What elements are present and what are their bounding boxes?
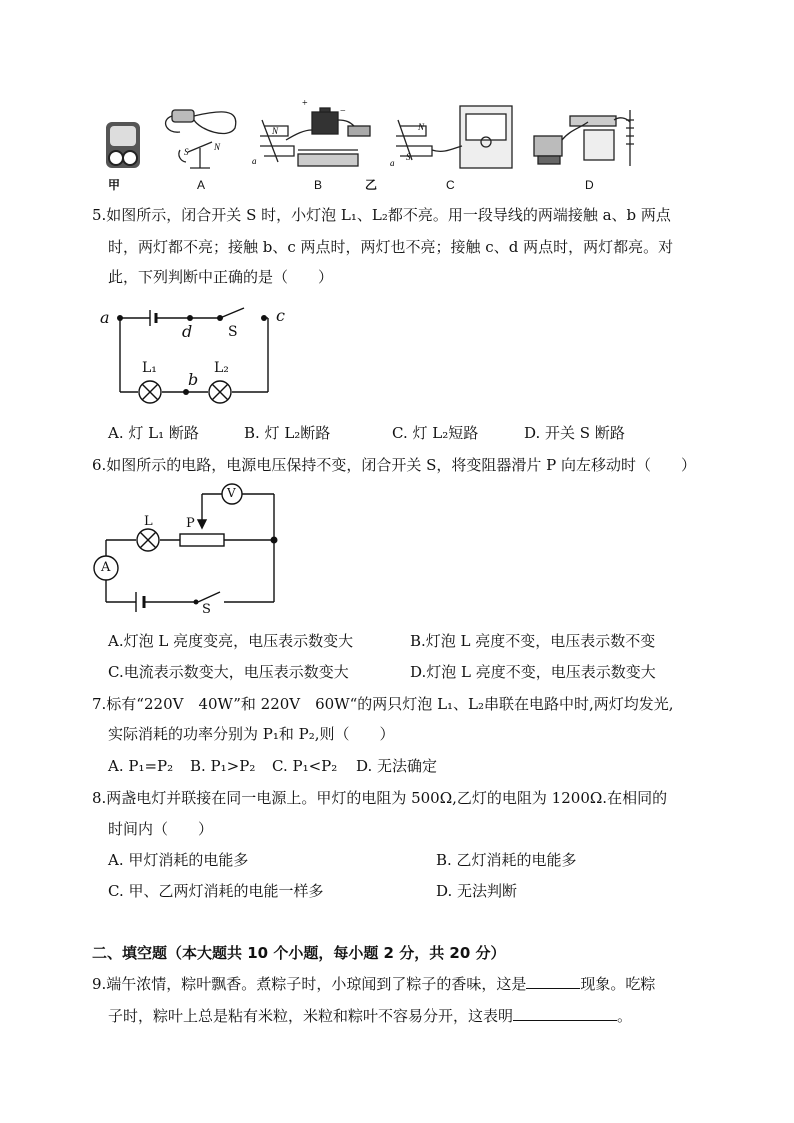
device-c (396, 106, 512, 168)
q6-option-a[interactable]: A.灯泡 L 亮度变亮，电压表示数变大 (108, 632, 354, 650)
q6-label-v: V (227, 486, 236, 500)
svg-text:−: − (340, 106, 346, 117)
label-d: D (585, 178, 594, 192)
section-2-heading: 二、填空题（本大题共 10 个小题，每小题 2 分，共 20 分） (92, 944, 506, 962)
q8-line-1: 8.两盏电灯并联接在同一电源上。甲灯的电阻为 500Ω,乙灯的电阻为 1200Ω.在相同的 (92, 789, 668, 807)
label-yi: 乙 (365, 178, 378, 192)
q8-option-c[interactable]: C. 甲、乙两灯消耗的电能一样多 (108, 882, 324, 900)
q8-option-a[interactable]: A. 甲灯消耗的电能多 (108, 851, 249, 869)
q9-line-1-text-b: 现象。吃粽 (580, 975, 656, 993)
label-jia: 甲 (108, 178, 121, 192)
q6-label-p: P (186, 516, 195, 531)
svg-text:N: N (272, 126, 279, 136)
label-a: A (197, 178, 206, 192)
q7-option-d[interactable]: D. 无法确定 (356, 757, 438, 775)
q5-label-d: d (182, 322, 193, 341)
q5-option-d[interactable]: D. 开关 S 断路 (524, 424, 625, 442)
svg-text:N: N (214, 142, 221, 152)
q7-option-c[interactable]: C. P₁<P₂ (272, 757, 338, 775)
q5-line-3: 此，下列判断中正确的是（ ） (108, 268, 334, 286)
q5-option-a[interactable]: A. 灯 L₁ 断路 (108, 424, 199, 442)
q5-label-l1: L₁ (142, 360, 157, 376)
q6-label-a: A (101, 560, 111, 575)
q5-label-l2: L₂ (214, 360, 229, 376)
q6-option-b[interactable]: B.灯泡 L 亮度不变，电压表示数不变 (410, 632, 656, 650)
label-c: C (446, 178, 455, 192)
svg-text:N: N (418, 122, 425, 132)
q9-line-1-text-a: 9.端午浓情，粽叶飘香。煮粽子时，小琼闻到了粽子的香味，这是 (92, 975, 527, 993)
q7-option-a[interactable]: A. P₁=P₂ (108, 757, 174, 775)
q5-label-s: S (228, 324, 238, 340)
svg-text:S: S (406, 152, 411, 162)
q9-line-2-text-a: 子时，粽叶上总是粘有米粒，米粒和粽叶不容易分开，这表明 (108, 1007, 514, 1025)
figure-row-drawing (100, 100, 660, 200)
q6-label-l: L (144, 514, 153, 529)
q9-blank-1[interactable] (526, 973, 580, 989)
q6-circuit-drawing (92, 482, 292, 612)
q6-label-s: S (202, 602, 211, 617)
device-jia (106, 122, 140, 168)
q8-line-2: 时间内（ ） (108, 820, 214, 838)
svg-text:a: a (252, 156, 257, 166)
q6-circuit (92, 482, 292, 617)
q9-line-2 (108, 1005, 632, 1027)
q6-line-1: 6.如图所示的电路，电源电压保持不变，闭合开关 S，将变阻器滑片 P 向左移动时（ ） (92, 456, 696, 474)
svg-text:a: a (390, 158, 395, 168)
device-b (260, 108, 370, 166)
svg-text:S: S (184, 147, 189, 157)
q7-line-1: 7.标有“220V 40W”和 220V 60W“的两只灯泡 L₁、L₂串联在电路中时,两灯均发光, (92, 695, 674, 713)
label-b: B (314, 178, 323, 192)
q5-line-1: 5.如图所示，闭合开关 S 时，小灯泡 L₁、L₂都不亮。用一段导线的两端接触 a、b 两点 (92, 206, 671, 224)
q6-option-c[interactable]: C.电流表示数变大，电压表示数变大 (108, 663, 349, 681)
device-d (534, 110, 634, 166)
q5-line-2: 时，两灯都不亮；接触 b、c 两点时，两灯也不亮；接触 c、d 两点时，两灯都亮。对 (108, 238, 674, 256)
q5-label-c: c (276, 306, 285, 325)
q9-blank-2[interactable] (513, 1005, 617, 1021)
q8-option-d[interactable]: D. 无法判断 (436, 882, 518, 900)
q9-line-1 (92, 973, 655, 995)
q5-label-b: b (188, 370, 199, 389)
q8-option-b[interactable]: B. 乙灯消耗的电能多 (436, 851, 577, 869)
device-a (166, 110, 236, 168)
q7-option-b[interactable]: B. P₁>P₂ (190, 757, 256, 775)
q7-line-2: 实际消耗的功率分别为 P₁和 P₂,则（ ） (108, 725, 395, 743)
q5-circuit-drawing (96, 300, 296, 410)
figure-row (100, 100, 660, 200)
q9-line-2-text-b: 。 (617, 1007, 633, 1025)
q5-label-a: a (100, 308, 110, 327)
q5-circuit (96, 300, 296, 410)
q6-option-d[interactable]: D.灯泡 L 亮度不变，电压表示数变大 (410, 663, 656, 681)
q5-option-c[interactable]: C. 灯 L₂短路 (392, 424, 479, 442)
q5-option-b[interactable]: B. 灯 L₂断路 (244, 424, 331, 442)
svg-text:+: + (302, 100, 308, 109)
